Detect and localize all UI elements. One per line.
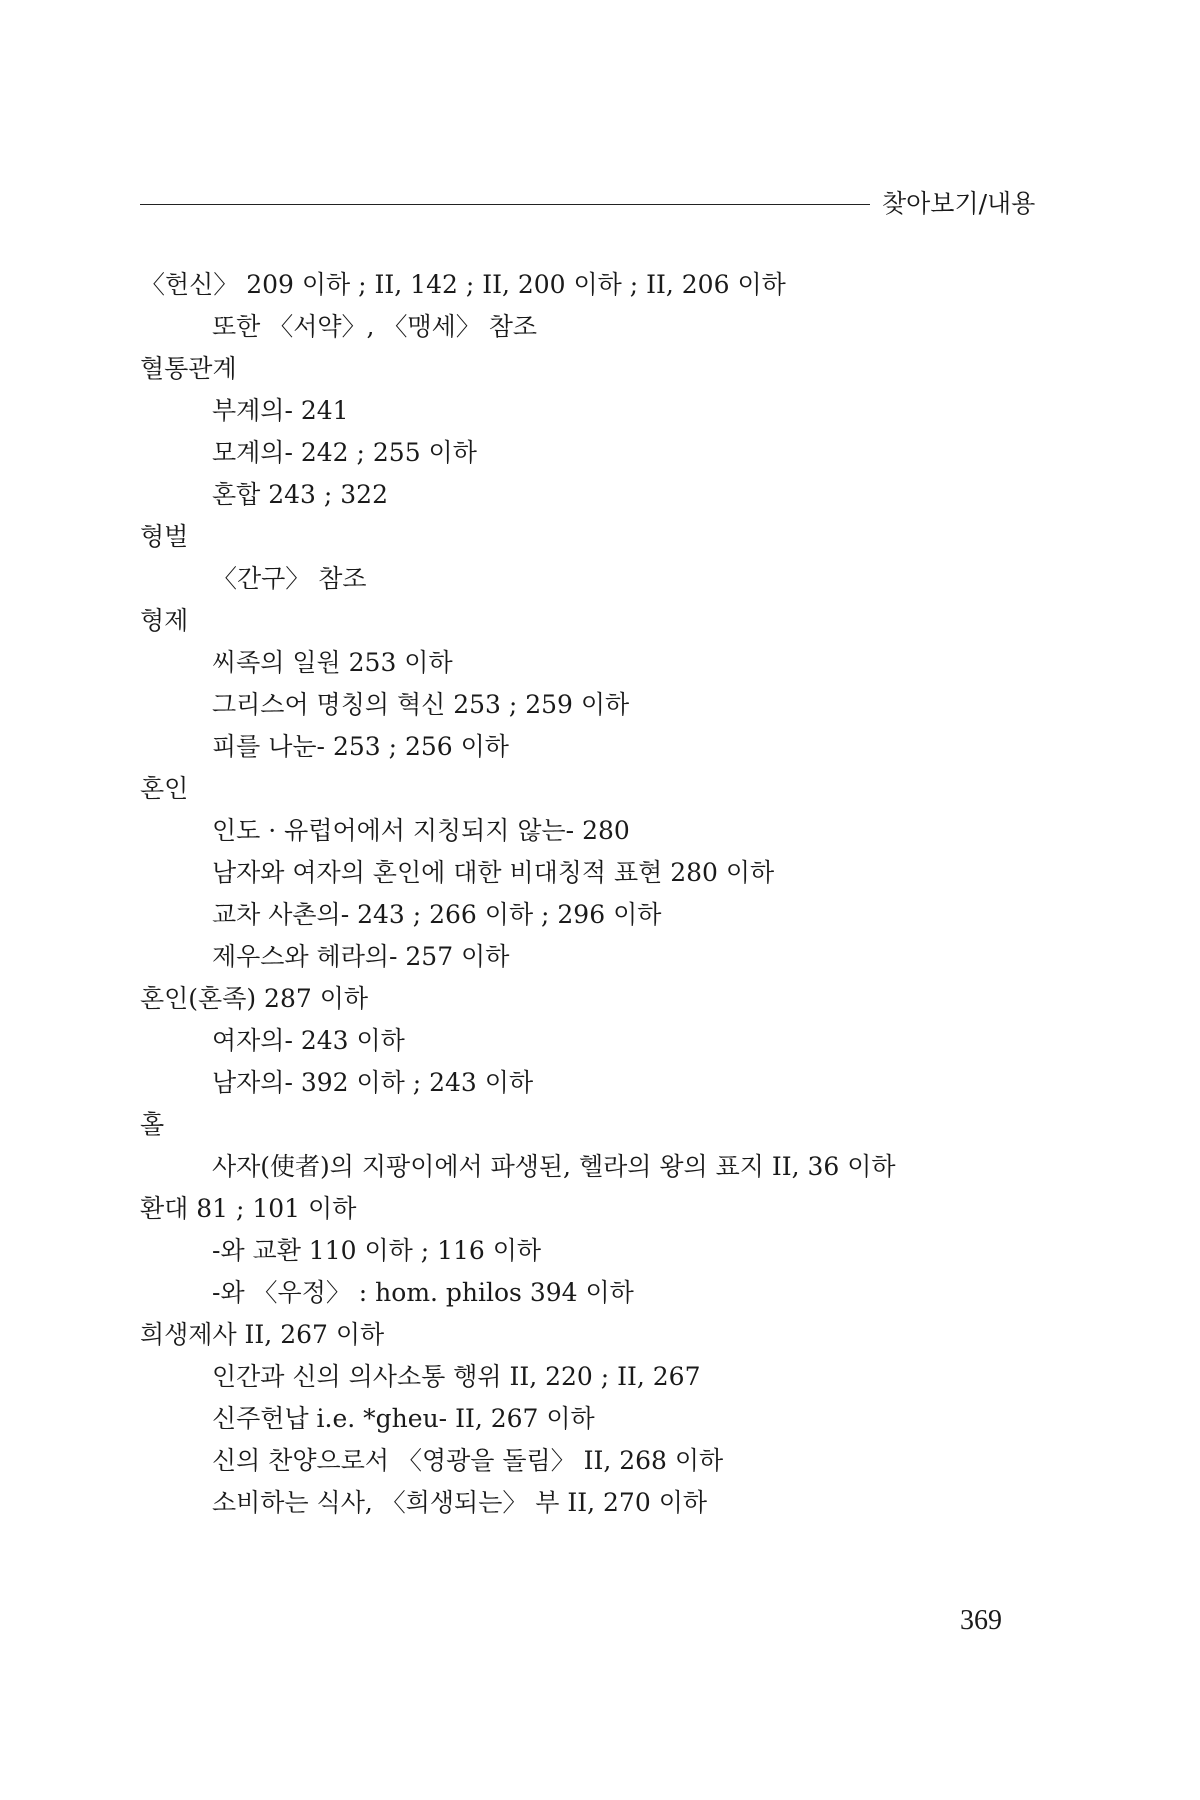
page-number: 369 bbox=[960, 1605, 1002, 1636]
index-entry-14: 남자와 여자의 혼인에 대한 비대칭적 표현 280 이하 bbox=[212, 858, 775, 887]
index-entry-21: 사자(使者)의 지팡이에서 파생된, 헬라의 왕의 표지 II, 36 이하 bbox=[212, 1152, 896, 1181]
index-entry-16: 제우스와 헤라의- 257 이하 bbox=[212, 942, 510, 971]
index-entry-13: 인도 · 유럽어에서 지칭되지 않는- 280 bbox=[212, 816, 630, 845]
index-entry-29: 소비하는 식사, 〈희생되는〉 부 II, 270 이하 bbox=[212, 1488, 707, 1517]
index-entry-4: 모계의- 242 ; 255 이하 bbox=[212, 438, 477, 467]
index-entry-15: 교차 사촌의- 243 ; 266 이하 ; 296 이하 bbox=[212, 900, 662, 929]
index-entry-28: 신의 찬양으로서 〈영광을 돌림〉 II, 268 이하 bbox=[212, 1446, 724, 1475]
index-entry-25: 희생제사 II, 267 이하 bbox=[140, 1320, 385, 1349]
index-entry-5: 혼합 243 ; 322 bbox=[212, 480, 388, 509]
index-entry-19: 남자의- 392 이하 ; 243 이하 bbox=[212, 1068, 534, 1097]
index-entry-22: 환대 81 ; 101 이하 bbox=[140, 1194, 357, 1223]
index-entry-12: 혼인 bbox=[140, 774, 189, 803]
running-header-title: 찾아보기/내용 bbox=[882, 189, 1036, 218]
index-entry-26: 인간과 신의 의사소통 행위 II, 220 ; II, 267 bbox=[212, 1362, 701, 1391]
index-list bbox=[140, 264, 1140, 1524]
header-rule bbox=[140, 204, 870, 205]
index-entry-24: -와 〈우정〉 : hom. philos 394 이하 bbox=[212, 1278, 634, 1307]
index-entry-27: 신주헌납 i.e. *gheu- II, 267 이하 bbox=[212, 1404, 595, 1433]
index-entry-0: 〈헌신〉 209 이하 ; II, 142 ; II, 200 이하 ; II, 206 이하 bbox=[140, 270, 786, 299]
index-entry-1: 또한 〈서약〉, 〈맹세〉 참조 bbox=[212, 312, 537, 341]
index-entry-20: 홀 bbox=[140, 1110, 165, 1139]
index-entry-2: 혈통관계 bbox=[140, 354, 237, 383]
index-entry-3: 부계의- 241 bbox=[212, 396, 349, 425]
index-entry-18: 여자의- 243 이하 bbox=[212, 1026, 405, 1055]
index-entry-8: 형제 bbox=[140, 606, 189, 635]
index-entry-6: 형벌 bbox=[140, 522, 189, 551]
index-entry-11: 피를 나눈- 253 ; 256 이하 bbox=[212, 732, 509, 761]
index-entry-7: 〈간구〉 참조 bbox=[212, 564, 367, 593]
index-entry-10: 그리스어 명칭의 혁신 253 ; 259 이하 bbox=[212, 690, 630, 719]
index-entry-9: 씨족의 일원 253 이하 bbox=[212, 648, 453, 677]
index-entry-17: 혼인(혼족) 287 이하 bbox=[140, 984, 369, 1013]
index-entry-23: -와 교환 110 이하 ; 116 이하 bbox=[212, 1236, 542, 1265]
